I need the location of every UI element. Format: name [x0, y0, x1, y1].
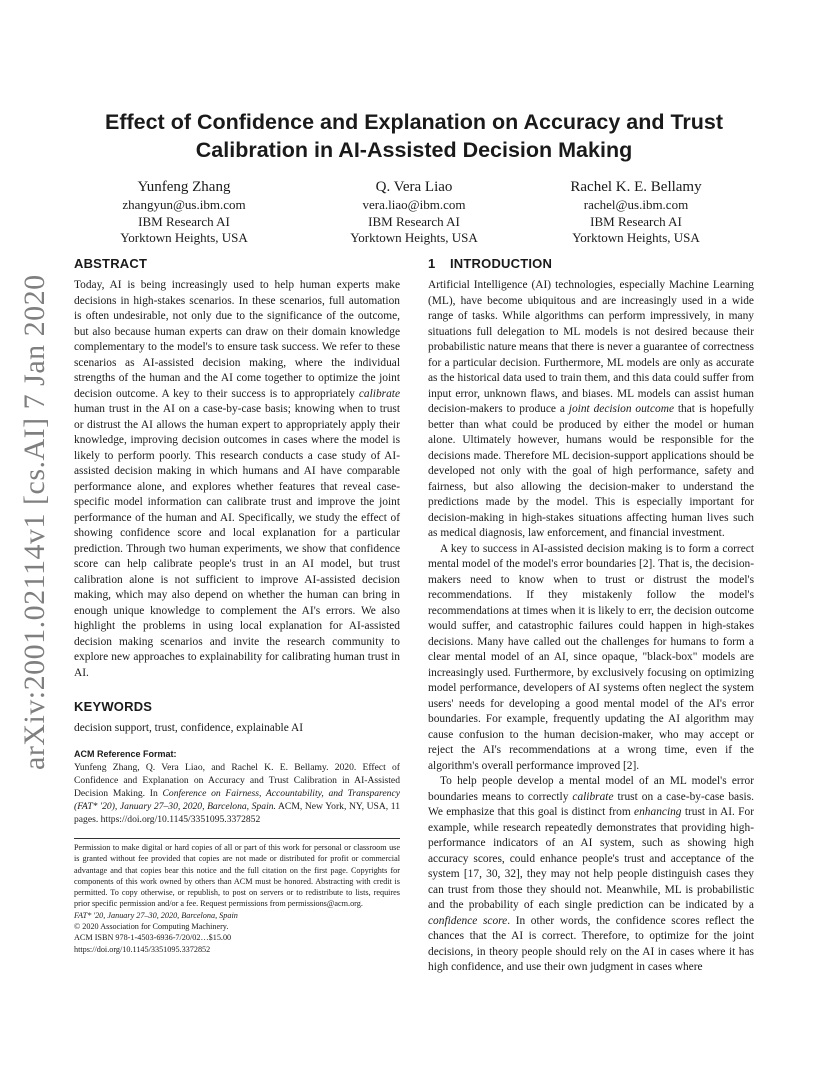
keywords-heading: KEYWORDS — [74, 699, 153, 714]
author-block — [74, 178, 754, 250]
isbn-line: ACM ISBN 978-1-4503-6936-7/20/02…$15.00 — [74, 933, 232, 943]
intro-paragraph-1: Artificial Intelligence (AI) technologies, especially Machine Learning (ML), have become ubiquitous and are increasingly used in a wide range of tasks. While algorithms can perform impressively, in many situations full delegation to ML models is not desired because their probabilistic nature means that there is never a guarantee of correctness for a particular decision. Furthermore, ML models are only as accurate as the historical data used to train them, and this data could suffer from input error, unknown flaws, and biases. ML models can assist human decision-makers to produce a joint decision outcome that is hopefully better than what could be produced by either the model or human alone. Ultimately however, humans would be responsible for the decisions made. Therefore ML decision-support applications should be developed not only with the goal of high performance, safety and fairness, but also allowing the decision-maker to understand the predictions made by the model. This is especially important for decision-making in high-stakes situations affecting human lives such as medical diagnosis, law enforcement, and financial investment. — [428, 279, 754, 539]
doi-line: https://doi.org/10.1145/3351095.3372852 — [74, 944, 211, 954]
author-location: Yorktown Heights, USA — [572, 230, 700, 245]
author-email: zhangyun@us.ibm.com — [122, 197, 246, 212]
paper-title: Effect of Confidence and Explanation on Accuracy and Trust Calibration in AI-Assisted Decision Making — [104, 110, 724, 162]
section-number: 1 — [428, 256, 436, 271]
author-name: Rachel K. E. Bellamy — [570, 179, 702, 195]
right-column — [428, 256, 754, 976]
author-name: Q. Vera Liao — [375, 179, 453, 195]
author-name: Yunfeng Zhang — [137, 179, 231, 195]
arxiv-identifier: arXiv:2001.02114v1 [cs.AI] 7 Jan 2020 — [18, 274, 51, 770]
author-affiliation: IBM Research AI — [138, 213, 230, 229]
author-affiliation: IBM Research AI — [590, 213, 682, 229]
abstract-text: Today, AI is being increasingly used to help human experts make decisions in high-stakes scenarios. In these scenarios, full automation is often undesirable, not only due to the significance of the outcome, but also because human experts can draw on their domain knowledge complementary to the model's to ensure task success. We refer to these scenarios as AI-assisted decision making, where the individual strengths of the human and the AI come together to optimize the joint decision outcome. A key to their success is to appropriately calibrate human trust in the AI on a case-by-case basis; knowing when to trust or distrust the AI allows the human expert to appropriately apply their knowledge, improving decision outcomes in cases where the model is likely to perform poorly. This research conducts a case study of AI-assisted decision making in which humans and AI have comparable performance alone, and explores whether features that reveal case-specific model information can calibrate trust and improve the joint performance of the human and AI. Specifically, we study the effect of showing confidence score and local explanation for a particular prediction. Through two human experiments, we show that confidence score can help calibrate people's trust in an AI model, but trust calibration alone is not sufficient to improve AI-assisted decision making, which may also depend on whether the human can bring in enough unique knowledge to complement the AI's errors. We also highlight the problems in using local explanation for AI-assisted decision making scenarios and invite the research community to explore new approaches to explainability for calibrating human trust in AI. — [74, 279, 400, 679]
author-email: rachel@us.ibm.com — [583, 197, 689, 212]
section-title: INTRODUCTION — [450, 256, 553, 271]
author-location: Yorktown Heights, USA — [120, 230, 248, 245]
author-email: vera.liao@ibm.com — [362, 197, 466, 212]
author-1 — [74, 178, 294, 247]
author-3 — [526, 178, 746, 247]
author-affiliation: IBM Research AI — [368, 213, 460, 229]
intro-paragraph-2: A key to success in AI-assisted decision making is to form a correct mental model of the model's error boundaries [2]. That is, the decision-makers need to know when to trust or distrust the model's recommendations. If they mistakenly follow the model's recommendations at times when it is likely to err, the decision outcome would suffer, and catastrophic failures could happen in high-stakes decisions. Many have called out the challenges for humans to form a clear mental model of an AI, since opaque, "black-box" models are increasingly used. Furthermore, by exclusively focusing on optimizing model performance, developers of AI systems often neglect the system users' needs for developing a good mental model of the AI's error boundaries. For example, frequently updating the AI algorithm may cause confusion to the human decision-maker, who may accept or reject the AI's recommendations at a wrong time, even if the algorithm's overall performance improved [2]. — [428, 542, 754, 772]
left-column — [74, 256, 400, 826]
introduction-heading — [428, 256, 754, 272]
acm-reference-text: Yunfeng Zhang, Q. Vera Liao, and Rachel K. E. Bellamy. 2020. Effect of Confidence and Explanation on Accuracy and Trust Calibration in AI-Assisted Decision Making. In Conference on Fairness, Accountability, and Transparency (FAT* '20), January 27–30, 2020, Barcelona, Spain. ACM, New York, NY, USA, 11 pages. https://doi.org/10.1145/3351095.3372852 — [74, 761, 400, 825]
permission-notice — [74, 838, 400, 955]
author-location: Yorktown Heights, USA — [350, 230, 478, 245]
copyright-line: © 2020 Association for Computing Machinery. — [74, 922, 229, 932]
acm-reference-heading: ACM Reference Format: — [74, 748, 177, 759]
abstract-heading: ABSTRACT — [74, 256, 148, 271]
intro-paragraph-3: To help people develop a mental model of an ML model's error boundaries means to correctly calibrate trust on a case-by-case basis. We emphasize that this goal is distinct from enhancing trust in AI. For example, while research repeatedly demonstrates that providing high-performance indicators of an AI system, such as showing high accuracy scores, could enhance people's trust and acceptance of the system [17, 30, 32], they may not help people distinguish cases they can trust from those they should not. Meanwhile, ML is probabilistic and the probability of each single prediction can be indicated by a confidence score. In other words, the confidence scores reflect the chances that the AI is correct. Therefore, to optimize for the joint decisions, in theory people should rely on the AI in cases where it has high confidence, and use their own judgment in cases where — [428, 775, 754, 973]
keywords-text: decision support, trust, confidence, explainable AI — [74, 722, 304, 734]
permission-text: Permission to make digital or hard copies of all or part of this work for personal or classroom use is granted without fee provided that copies are not made or distributed for profit or commercial advantage and that copies bear this notice and the full citation on the first page. Copyrights for components of this work owned by others than ACM must be honored. Abstracting with credit is permitted. To copy otherwise, or republish, to post on servers or to redistribute to lists, requires prior specific permission and/or a fee. Request permissions from permissions@acm.org. — [74, 843, 400, 909]
author-2 — [304, 178, 524, 247]
conference-line: FAT* '20, January 27–30, 2020, Barcelona, Spain — [74, 910, 238, 920]
